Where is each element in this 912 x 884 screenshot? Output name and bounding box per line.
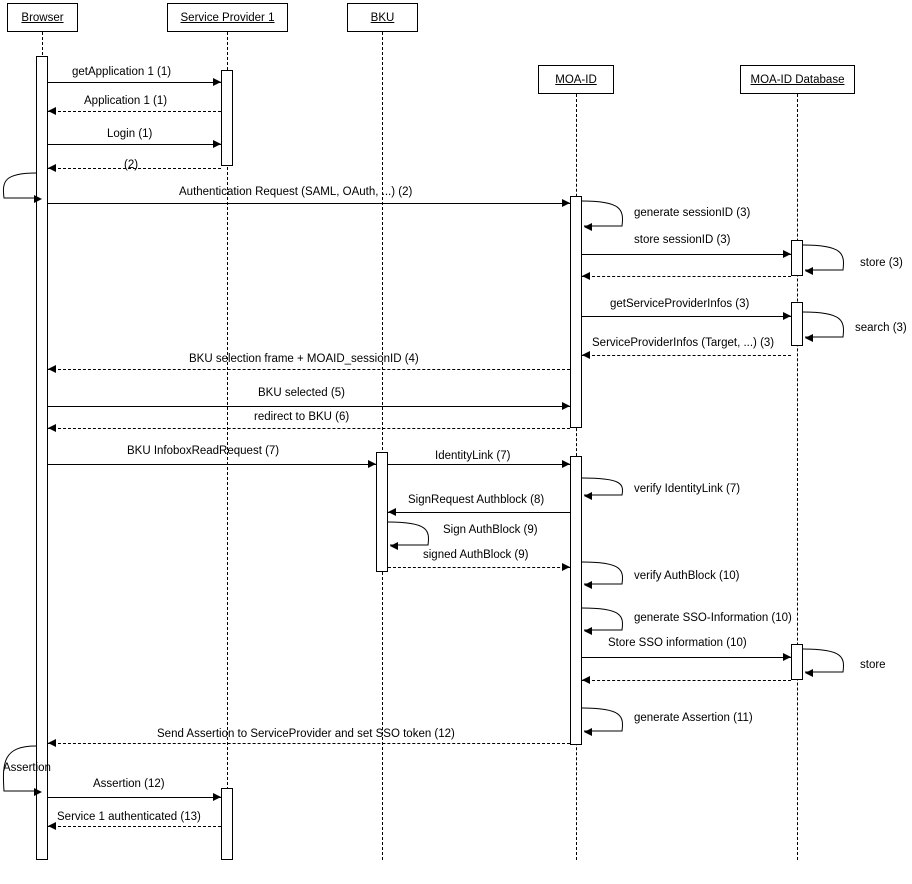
arrow-head-m17 — [783, 653, 791, 661]
message-line-m1 — [48, 82, 221, 83]
self-message-s8 — [803, 648, 845, 674]
message-line-m15 — [388, 512, 570, 513]
message-line-m3 — [48, 144, 221, 145]
arrow-head-m1 — [213, 78, 221, 86]
message-line-m21 — [48, 826, 221, 827]
arrow-head-m6 — [783, 250, 791, 258]
arrow-head-m21 — [48, 822, 56, 830]
self-message-s10 — [2, 172, 36, 200]
self-message-label-s11: Assertion — [3, 762, 51, 774]
self-message-s1 — [582, 200, 624, 228]
self-message-label-s2: store (3) — [860, 257, 903, 269]
self-message-label-s4: verify IdentityLink (7) — [634, 483, 741, 495]
self-message-label-s9: generate Assertion (11) — [634, 712, 753, 724]
self-message-label-s3: search (3) — [855, 322, 907, 334]
arrow-head-m7 — [582, 272, 590, 280]
message-line-m10 — [48, 369, 570, 370]
message-line-m19 — [48, 743, 570, 744]
message-line-m8 — [582, 316, 791, 317]
arrow-head-m15 — [388, 508, 396, 516]
self-message-label-s6: verify AuthBlock (10) — [634, 570, 740, 582]
message-label-m10: BKU selection frame + MOAID_sessionID (4) — [189, 353, 419, 365]
self-message-label-s5: Sign AuthBlock (9) — [443, 524, 538, 536]
db-activation-2 — [791, 302, 803, 346]
arrow-head-m3 — [213, 140, 221, 148]
lifeline-header-browser[interactable]: Browser — [7, 3, 78, 32]
db-activation-1 — [791, 240, 803, 276]
message-line-m17 — [582, 657, 791, 658]
message-line-m20 — [48, 797, 221, 798]
moaid-activation-1 — [570, 196, 582, 428]
message-line-m11 — [48, 406, 570, 407]
arrow-head-m9 — [582, 351, 590, 359]
self-message-label-s7: generate SSO-Information (10) — [634, 612, 792, 624]
sp1-activation-2 — [221, 788, 233, 860]
arrow-head-m2 — [48, 107, 56, 115]
lifeline-line-db — [797, 94, 798, 860]
self-message-s7 — [582, 607, 624, 632]
message-line-m6 — [582, 254, 791, 255]
arrow-head-m14 — [562, 460, 570, 468]
message-label-m14: IdentityLink (7) — [435, 450, 511, 462]
message-line-m2 — [48, 111, 221, 112]
message-label-m12: redirect to BKU (6) — [254, 411, 350, 423]
message-label-m19: Send Assertion to ServiceProvider and set SSO token (12) — [157, 728, 455, 740]
arrow-head-m16 — [562, 563, 570, 571]
arrow-head-m20 — [213, 793, 221, 801]
self-message-s4 — [582, 477, 624, 497]
self-message-s9 — [582, 707, 624, 733]
arrow-head-m12 — [48, 424, 56, 432]
message-label-m3: Login (1) — [107, 128, 153, 140]
lifeline-header-sp1[interactable]: Service Provider 1 — [167, 3, 288, 32]
message-line-m13 — [48, 464, 376, 465]
db-activation-3 — [791, 644, 803, 680]
lifeline-header-db[interactable]: MOA-ID Database — [740, 65, 855, 94]
self-message-label-s8: store — [860, 659, 886, 671]
message-line-m7 — [582, 276, 791, 277]
moaid-activation-2 — [570, 456, 582, 745]
message-label-m6: store sessionID (3) — [634, 234, 731, 246]
message-label-m5: Authentication Request (SAML, OAuth, ...) (2) — [179, 186, 413, 198]
browser-activation-main — [36, 56, 48, 860]
message-line-m16 — [388, 567, 570, 568]
arrow-head-m13 — [368, 460, 376, 468]
message-label-m16: signed AuthBlock (9) — [423, 549, 529, 561]
lifeline-header-bku[interactable]: BKU — [347, 3, 418, 32]
arrow-head-m4 — [48, 164, 56, 172]
self-message-s3 — [803, 311, 845, 339]
message-label-m2: Application 1 (1) — [84, 95, 168, 107]
message-label-m1: getApplication 1 (1) — [72, 66, 172, 78]
arrow-head-m18 — [582, 676, 590, 684]
self-message-s5 — [388, 521, 430, 547]
self-message-label-s1: generate sessionID (3) — [634, 207, 751, 219]
message-line-m9 — [582, 355, 791, 356]
self-message-s2 — [803, 244, 845, 272]
arrow-head-m10 — [48, 365, 56, 373]
arrow-head-m5 — [562, 199, 570, 207]
message-label-m11: BKU selected (5) — [258, 387, 345, 399]
message-label-m17: Store SSO information (10) — [608, 637, 747, 649]
message-label-m15: SignRequest Authblock (8) — [408, 494, 545, 506]
arrow-head-m11 — [562, 402, 570, 410]
message-label-m13: BKU InfoboxReadRequest (7) — [127, 445, 280, 457]
arrow-head-m8 — [783, 312, 791, 320]
self-message-s6 — [582, 561, 624, 586]
message-label-m20: Assertion (12) — [93, 778, 165, 790]
message-label-m9: ServiceProviderInfos (Target, ...) (3) — [592, 337, 775, 349]
message-label-m8: getServiceProviderInfos (3) — [610, 298, 750, 310]
message-line-m14 — [388, 464, 570, 465]
message-line-m5 — [48, 203, 570, 204]
sp1-activation-1 — [221, 70, 233, 166]
bku-activation-1 — [376, 452, 388, 572]
message-line-m12 — [48, 428, 570, 429]
message-label-m4: (2) — [124, 159, 139, 171]
message-label-m21: Service 1 authenticated (13) — [57, 811, 201, 823]
lifeline-header-moaid[interactable]: MOA-ID — [538, 65, 614, 94]
message-line-m18 — [582, 680, 791, 681]
arrow-head-m19 — [48, 739, 56, 747]
